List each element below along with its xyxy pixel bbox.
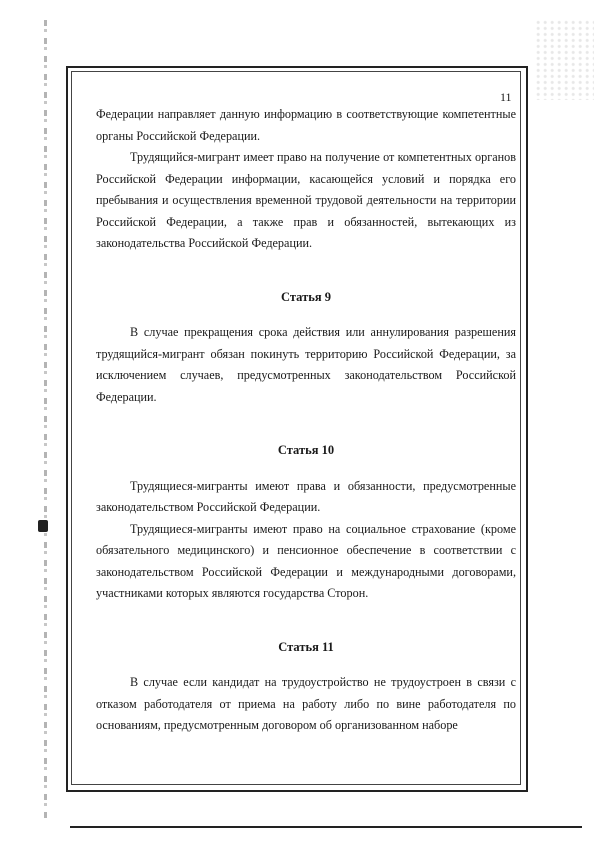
scan-artifact-speckle <box>534 20 594 100</box>
paragraph: Федерации направляет данную информацию в соответствующие компетентные органы Российской Федерации. <box>96 107 516 143</box>
scan-artifact-left-edge <box>44 20 47 820</box>
page-number: 11 <box>500 90 512 104</box>
paragraph: Трудящийся-мигрант имеет право на получение от компетентных органов Российской Федерации информации, касающейся условий и порядка его пребывания и осуществления временной трудовой деятельности на территории Российской Федерации, а также прав и обязанностей, вытекающих из законодательства Российской Федерации. <box>96 150 516 250</box>
article-heading: Статья 9 <box>281 289 331 304</box>
article-heading: Статья 10 <box>277 443 335 457</box>
paragraph: В случае если кандидат на трудоустройство не трудоустроен в связи с отказом работодателя от приема на работу либо по вине работодателя по основаниям, предусмотренным договором об организованном наборе <box>96 675 516 732</box>
scan-artifact-bottom-line <box>70 826 582 828</box>
document-body <box>96 104 516 737</box>
paragraph: В случае прекращения срока действия или аннулирования разрешения трудящийся-мигрант обязан покинуть территорию Российской Федерации, за исключением случаев, предусмотренных законодательством Российской Федерации. <box>96 325 516 404</box>
paragraph: Трудящиеся-мигранты имеют право на социальное страхование (кроме обязательного медицинского) и пенсионное обеспечение в соответствии с законодательством Российской Федерации и международными договорами, участниками которых являются государства Сторон. <box>96 521 516 600</box>
scan-artifact-mark <box>38 520 48 532</box>
article-heading: Статья 11 <box>278 639 334 654</box>
paragraph: Трудящиеся-мигранты имеют права и обязанности, предусмотренные законодательством Российской Федерации. <box>96 478 516 514</box>
